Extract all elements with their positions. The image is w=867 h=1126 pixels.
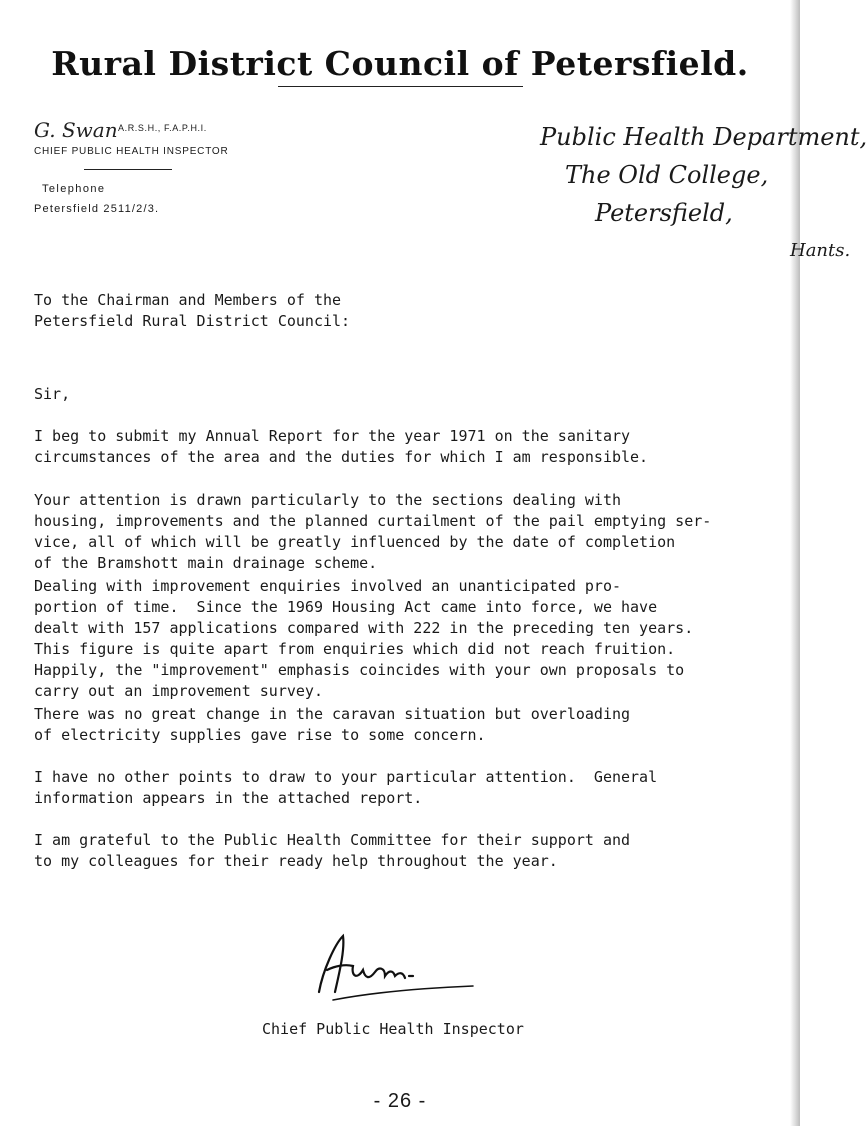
- title-rule: [84, 169, 172, 170]
- page-number: - 26 -: [373, 1090, 427, 1112]
- paragraph-3: Dealing with improvement enquiries involved an unanticipated pro- portion of time. Since the 1969 Housing Act came into force, we have dealt with 157 applications compared with 222 in the preceding ten years. This figure is quite apart from enquiries which did not reach fruition. Happily, the "improvement" emphasis coincides with your own proposals to carry out an improvement survey.: [34, 577, 694, 700]
- letter-addressee: To the Chairman and Members of the Petersfield Rural District Council:: [34, 291, 351, 330]
- paragraph-6: I am grateful to the Public Health Committee for their support and to my colleagues for their ready help throughout the year.: [34, 831, 631, 870]
- handwritten-signature: [305, 930, 485, 1002]
- paragraph-2: Your attention is drawn particularly to the sections dealing with housing, improvements and the planned curtailment of the pail emptying ser- vice, all of which will be greatly influenced by the date of completion of the Bramshott main drainage scheme.: [34, 491, 712, 572]
- telephone-label: Telephone: [42, 183, 106, 195]
- closing-signatory-title: Chief Public Health Inspector: [262, 1020, 524, 1038]
- paragraph-1: I beg to submit my Annual Report for the year 1971 on the sanitary circumstances of the area and the duties for which I am responsible.: [34, 427, 649, 466]
- address-line-2: The Old College,: [565, 161, 769, 189]
- address-line-3: Petersfield,: [595, 199, 733, 227]
- address-line-1: Public Health Department,: [540, 123, 867, 151]
- inspector-name: G. Swan: [34, 118, 118, 142]
- paragraph-5: I have no other points to draw to your particular attention. General information appears in the attached report.: [34, 768, 658, 807]
- masthead-title: Rural District Council of Petersfield.: [51, 44, 749, 83]
- address-line-4: Hants.: [790, 240, 851, 261]
- masthead-rule: [278, 86, 523, 87]
- inspector-title: CHIEF PUBLIC HEALTH INSPECTOR: [34, 146, 229, 157]
- inspector-qualifications: A.R.S.H., F.A.P.H.I.: [118, 123, 207, 133]
- department-address: [540, 118, 867, 270]
- telephone-number: Petersfield 2511/2/3.: [34, 203, 160, 215]
- paragraph-4: There was no great change in the caravan situation but overloading of electricity supplies gave rise to some concern.: [34, 705, 631, 744]
- letter-salutation: Sir,: [34, 385, 71, 403]
